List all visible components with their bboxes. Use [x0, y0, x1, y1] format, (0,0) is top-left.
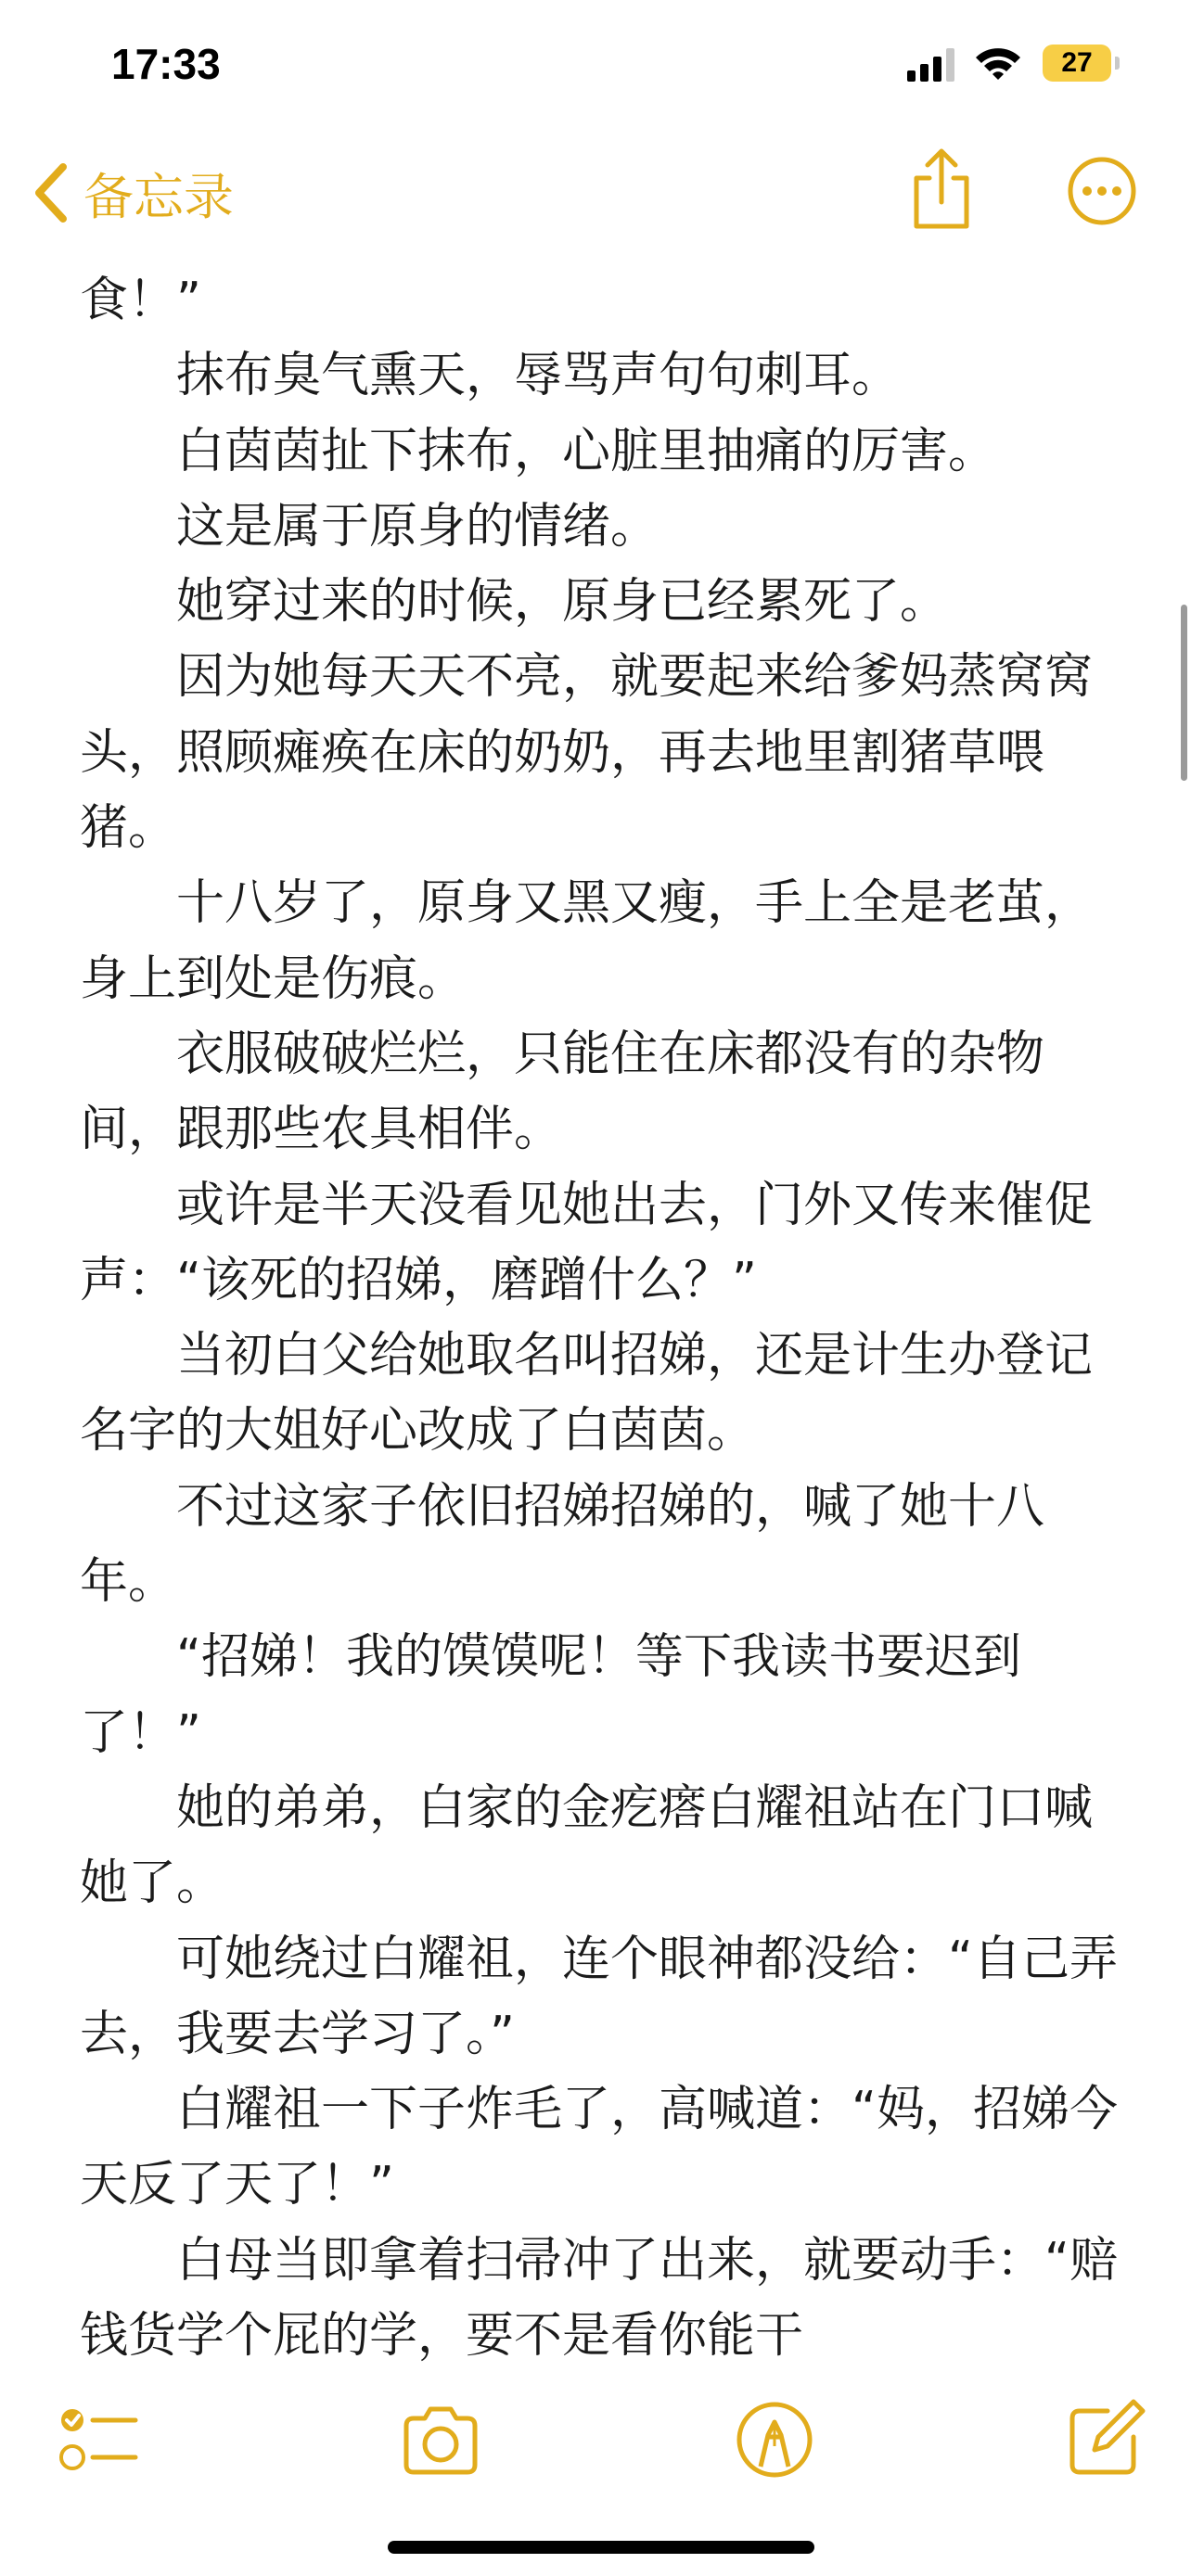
compose-icon[interactable]: [1063, 2398, 1146, 2481]
back-label: 备忘录: [83, 167, 234, 226]
navigation-bar: [0, 130, 1191, 260]
note-paragraph: 不过这家子依旧招娣招娣的，喊了她十八年。: [80, 1478, 1045, 1611]
note-paragraph: 可她绕过白耀祖，连个眼神都没给：“自己弄去，我要去学习了。”: [80, 1931, 1118, 2062]
markup-pen-icon[interactable]: [733, 2398, 816, 2481]
note-paragraph: 衣服破破烂烂，只能住在床都没有的杂物间，跟那些农具相伴。: [80, 1026, 1045, 1158]
note-paragraph: 白茵茵扯下抹布，心脏里抽痛的厉害。: [176, 423, 997, 479]
note-paragraph: “招娣！我的馍馍呢！等下我读书要迟到了！”: [80, 1629, 1021, 1761]
chevron-left-icon: [28, 159, 72, 226]
status-time: 17:33: [111, 40, 221, 88]
note-paragraph: 她穿过来的时候，原身已经累死了。: [176, 574, 949, 631]
note-paragraph: 白耀祖一下子炸毛了，高喊道：“妈，招娣今天反了天了！”: [80, 2082, 1118, 2213]
battery-cap: [1115, 57, 1120, 70]
note-paragraph: 或许是半天没看见她出去，门外又传来催促声：“该死的招娣，磨蹭什么？”: [80, 1177, 1094, 1308]
note-paragraph: 当初白父给她取名叫招娣，还是计生办登记名字的大姐好心改成了白茵茵。: [80, 1328, 1094, 1460]
wifi-icon: [974, 45, 1022, 82]
note-paragraph: 抹布臭气熏天，辱骂声句句刺耳。: [176, 348, 901, 404]
note-paragraph: 十八岁了，原身又黑又瘦，手上全是老茧，身上到处是伤痕。: [80, 875, 1094, 1007]
battery-level: 27: [1043, 45, 1111, 82]
share-icon[interactable]: [907, 148, 976, 232]
home-indicator[interactable]: [388, 2541, 814, 2554]
battery-icon: [1043, 45, 1121, 83]
status-bar: [0, 0, 1191, 130]
note-body[interactable]: [80, 263, 1119, 2374]
note-paragraph: 因为她每天天不亮，就要起来给爹妈蒸窝窝头，照顾瘫痪在床的奶奶，再去地里割猪草喂猪。: [80, 649, 1094, 857]
note-paragraph: 这是属于原身的情绪。: [176, 498, 660, 555]
back-button[interactable]: [28, 156, 234, 230]
note-paragraph: 白母当即拿着扫帚冲了出来，就要动手：“赔钱货学个屁的学，要不是看你能干: [80, 2232, 1118, 2365]
cellular-signal-icon: [907, 48, 955, 82]
camera-icon[interactable]: [399, 2398, 482, 2481]
note-paragraph: 她的弟弟，白家的金疙瘩白耀祖站在门口喊她了。: [80, 1779, 1094, 1912]
ellipsis-circle-icon[interactable]: [1067, 156, 1137, 226]
note-first-line: 食！”: [80, 273, 201, 328]
scroll-indicator[interactable]: [1181, 605, 1187, 781]
checklist-icon[interactable]: [58, 2398, 141, 2481]
